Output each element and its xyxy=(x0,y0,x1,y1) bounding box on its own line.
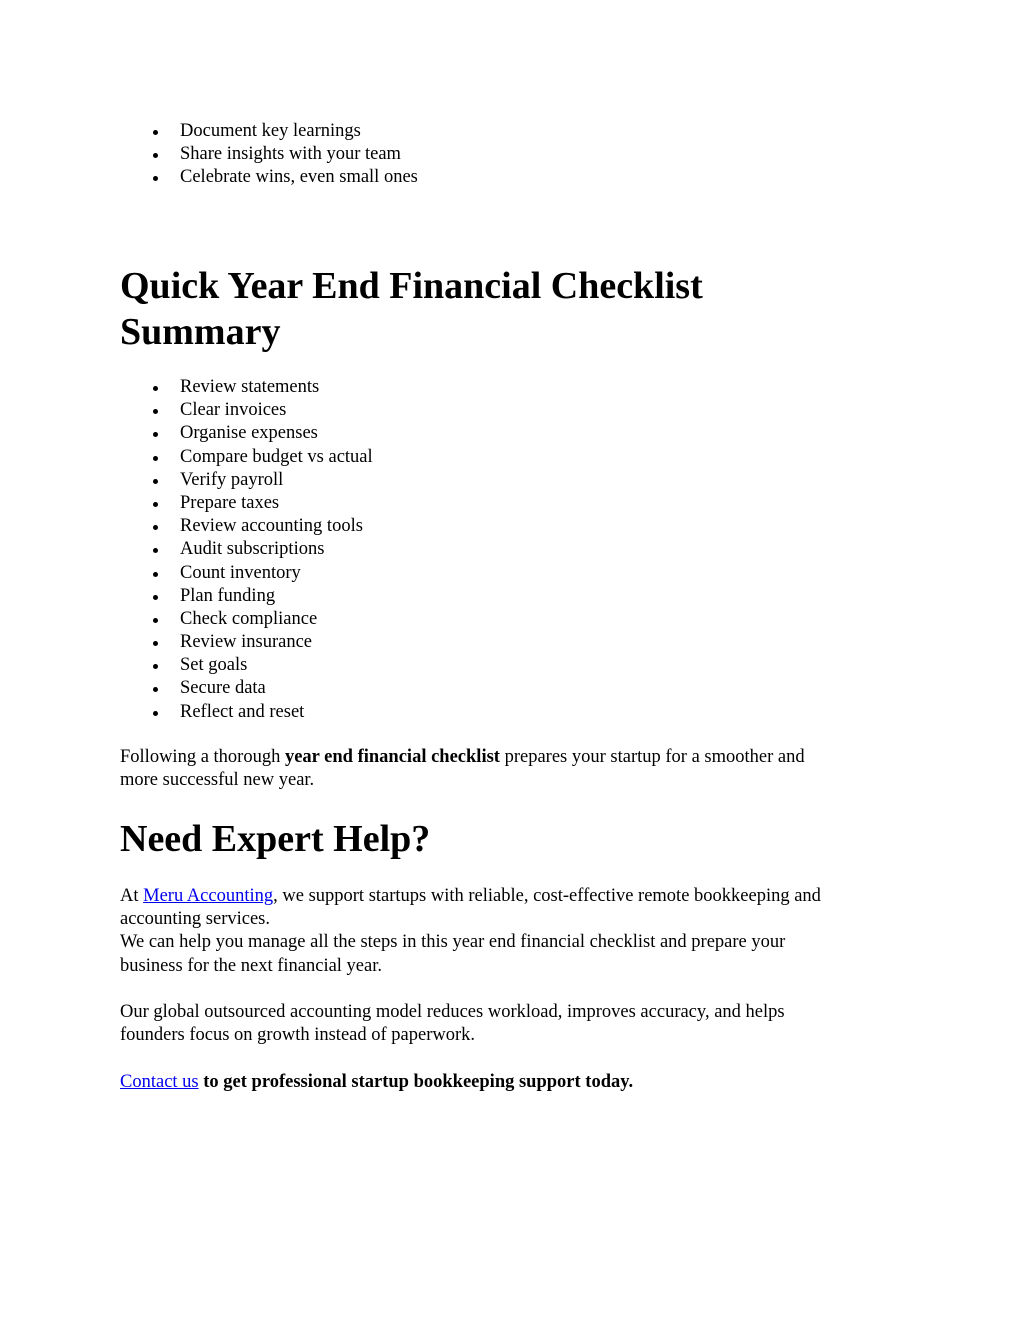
contact-cta xyxy=(120,1071,910,1094)
bullet-icon xyxy=(153,618,158,623)
summary-checklist xyxy=(120,376,900,724)
list-item: Verify payroll xyxy=(120,469,900,492)
help-paragraph-intro: At Meru Accounting, we support startups with reliable, cost-effective remote bookkeeping and accounting services. We can help you manage all the steps in this year end financial checklist and prepare your business for the next financial year. xyxy=(120,886,821,976)
summary-closing-paragraph: Following a thorough year end financial checklist prepares your startup for a smoother and more successful new year. xyxy=(120,747,805,791)
meru-accounting-link[interactable]: Meru Accounting xyxy=(143,886,274,906)
bullet-icon xyxy=(153,386,158,391)
list-item: Document key learnings xyxy=(120,120,900,143)
bullet-icon xyxy=(153,641,158,646)
cta-text: to get professional startup bookkeeping support today. xyxy=(198,1072,634,1092)
bullet-icon xyxy=(153,595,158,600)
bullet-icon xyxy=(153,548,158,553)
bullet-icon xyxy=(153,479,158,484)
list-item: Organise expenses xyxy=(120,422,900,445)
list-item: Set goals xyxy=(120,654,900,677)
bullet-icon xyxy=(153,711,158,716)
list-item: Check compliance xyxy=(120,608,900,631)
bullet-icon xyxy=(153,130,158,135)
list-item: Celebrate wins, even small ones xyxy=(120,166,900,189)
list-item: Count inventory xyxy=(120,562,900,585)
list-item: Clear invoices xyxy=(120,399,900,422)
bullet-icon xyxy=(153,664,158,669)
bullet-icon xyxy=(153,176,158,181)
list-item: Reflect and reset xyxy=(120,701,900,724)
list-item: Review accounting tools xyxy=(120,515,900,538)
help-paragraph-model: Our global outsourced accounting model reduces workload, improves accuracy, and helps founders focus on growth instead of paperwork. xyxy=(120,1002,785,1046)
list-item: Compare budget vs actual xyxy=(120,446,900,469)
bullet-icon xyxy=(153,456,158,461)
checklist-emphasis: year end financial checklist xyxy=(284,747,500,767)
bullet-icon xyxy=(153,525,158,530)
bullet-icon xyxy=(153,687,158,692)
list-item: Share insights with your team xyxy=(120,143,900,166)
bullet-icon xyxy=(153,502,158,507)
list-item: Review insurance xyxy=(120,631,900,654)
list-item: Plan funding xyxy=(120,585,900,608)
list-item: Review statements xyxy=(120,376,900,399)
list-item: Secure data xyxy=(120,677,900,700)
summary-heading-line1: Quick Year End Financial Checklist xyxy=(120,265,703,307)
summary-heading xyxy=(120,263,900,355)
summary-heading-line2: Summary xyxy=(120,311,281,353)
contact-us-link[interactable]: Contact us xyxy=(120,1072,199,1092)
bullet-icon xyxy=(153,432,158,437)
bullet-icon xyxy=(153,409,158,414)
top-bullet-list xyxy=(120,120,900,190)
bullet-icon xyxy=(153,572,158,577)
bullet-icon xyxy=(153,153,158,158)
help-heading: Need Expert Help? xyxy=(120,818,431,860)
list-item: Audit subscriptions xyxy=(120,538,900,561)
list-item: Prepare taxes xyxy=(120,492,900,515)
